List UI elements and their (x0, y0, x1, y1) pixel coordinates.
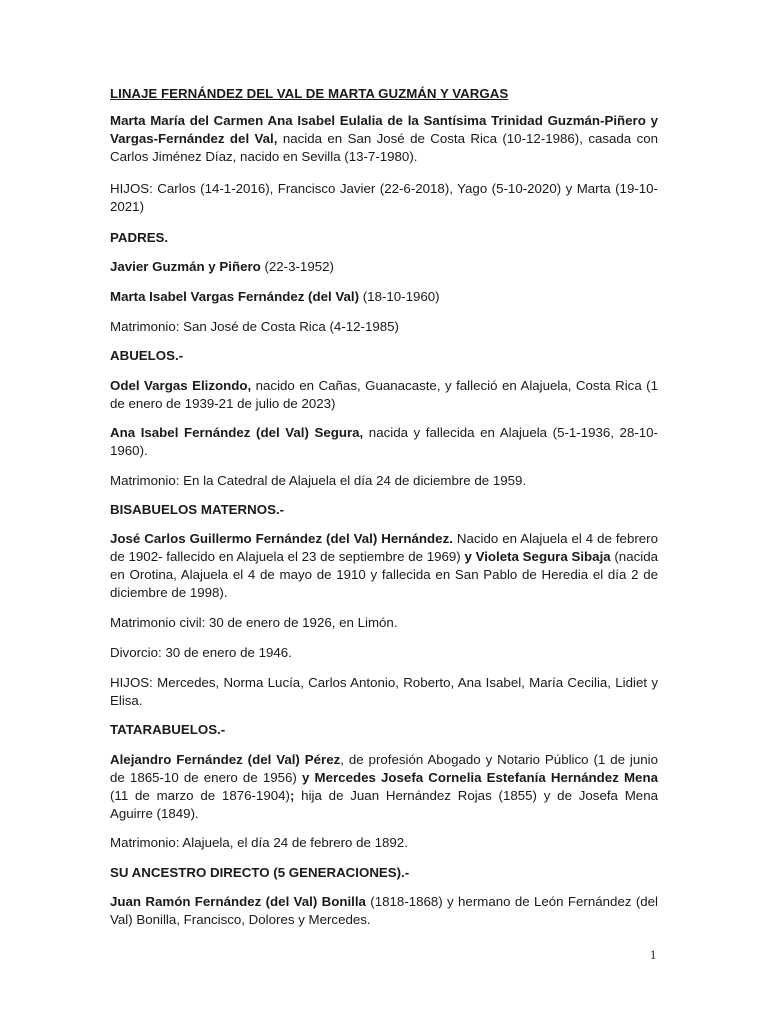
mother-paragraph (110, 288, 658, 306)
direct-ancestor-name: Juan Ramón Fernández (del Val) Bonilla (110, 894, 366, 909)
great-grandparents-paragraph (110, 530, 658, 602)
father-paragraph (110, 258, 658, 276)
parents-marriage: Matrimonio: San José de Costa Rica (4-12-1985) (110, 319, 399, 334)
great-great-grandmother-parents: hija de Juan Hernández Rojas (1855) y de Josefa Mena Aguirre (1849). (110, 788, 658, 821)
great-grandmother-name: Violeta Segura Sibaja (475, 549, 611, 564)
grandmother-paragraph (110, 424, 658, 460)
great-grandparents-children: HIJOS: Mercedes, Norma Lucía, Carlos Antonio, Roberto, Ana Isabel, María Cecilia, Lidiet y Elisa. (110, 675, 658, 708)
grandfather-name: Odel Vargas Elizondo, (110, 378, 252, 393)
page-number: 1 (650, 948, 657, 962)
father-date: (22-3-1952) (260, 259, 334, 274)
grandmother-details: nacida y fallecida en Alajuela (5-1-1936, 28-10-1960). (110, 425, 658, 458)
great-great-grandmother-name: Mercedes Josefa Cornelia Estefanía Hernández Mena (314, 770, 658, 785)
direct-ancestor-heading: SU ANCESTRO DIRECTO (5 GENERACIONES).- (110, 865, 410, 880)
subject-details: nacida en San José de Costa Rica (10-12-1986), casada con Carlos Jiménez Díaz, nacido en Sevilla (13-7-1980). (110, 131, 659, 164)
children-paragraph: HIJOS: Carlos (14-1-2016), Francisco Javier (22-6-2018), Yago (5-10-2020) y Marta (19-10-2021) (110, 181, 658, 214)
great-great-grandfather-details: , de profesión Abogado y Notario Público (1 de junio de 1865-10 de enero de 1956) (110, 752, 658, 785)
direct-ancestor-paragraph (110, 893, 658, 929)
grandparents-marriage: Matrimonio: En la Catedral de Alajuela el día 24 de diciembre de 1959. (110, 473, 527, 488)
subject-name: Marta María del Carmen Ana Isabel Eulalia de la Santísima Trinidad Guzmán-Piñero y Vargas-Fernández del Val, (110, 113, 658, 146)
great-great-grandparents-heading: TATARABUELOS.- (110, 722, 226, 737)
great-great-grandparents-connector: y (296, 770, 315, 785)
civil-marriage: Matrimonio civil: 30 de enero de 1926, en Limón. (110, 615, 398, 630)
great-grandmother-details: (nacida en Orotina, Alajuela el 4 de mayo de 1910 y fallecida en San Pablo de Heredia el día 2 de diciembre de 1998). (110, 549, 658, 600)
direct-ancestor-details: (1818-1868) y hermano de León Fernández (del Val) Bonilla, Francisco, Dolores y Mercedes. (110, 894, 658, 927)
grandfather-details: nacido en Cañas, Guanacaste, y falleció en Alajuela, Costa Rica (1 de enero de 1939-21 de julio de 2023) (110, 378, 658, 411)
mother-date: (18-10-1960) (359, 289, 440, 304)
great-great-grandparents-paragraph (110, 751, 658, 823)
great-grandparents-connector: y (460, 549, 476, 564)
grandmother-name: Ana Isabel Fernández (del Val) Segura, (110, 425, 364, 440)
document-title: LINAJE FERNÁNDEZ DEL VAL DE MARTA GUZMÁN Y VARGAS (110, 86, 509, 101)
great-great-grandparents-marriage: Matrimonio: Alajuela, el día 24 de febrero de 1892. (110, 835, 408, 850)
father-name: Javier Guzmán y Piñero (110, 259, 261, 274)
divorce: Divorcio: 30 de enero de 1946. (110, 645, 292, 660)
great-grandfather-name: José Carlos Guillermo Fernández (del Val) Hernández. (110, 531, 453, 546)
great-great-grandmother-details: (11 de marzo de 1876-1904) (110, 788, 290, 803)
grandfather-paragraph (110, 377, 658, 413)
subject-paragraph (110, 112, 658, 166)
grandparents-heading: ABUELOS.- (110, 348, 184, 363)
great-grandfather-details: Nacido en Alajuela el 4 de febrero de 1902- fallecido en Alajuela el 23 de septiembre de 1969) (110, 531, 658, 564)
great-great-grandfather-name: Alejandro Fernández (del Val) Pérez (110, 752, 341, 767)
mother-name: Marta Isabel Vargas Fernández (del Val) (110, 289, 360, 304)
great-grandparents-heading: BISABUELOS MATERNOS.- (110, 502, 285, 517)
semicolon: ; (289, 788, 295, 803)
parents-heading: PADRES. (110, 230, 169, 245)
